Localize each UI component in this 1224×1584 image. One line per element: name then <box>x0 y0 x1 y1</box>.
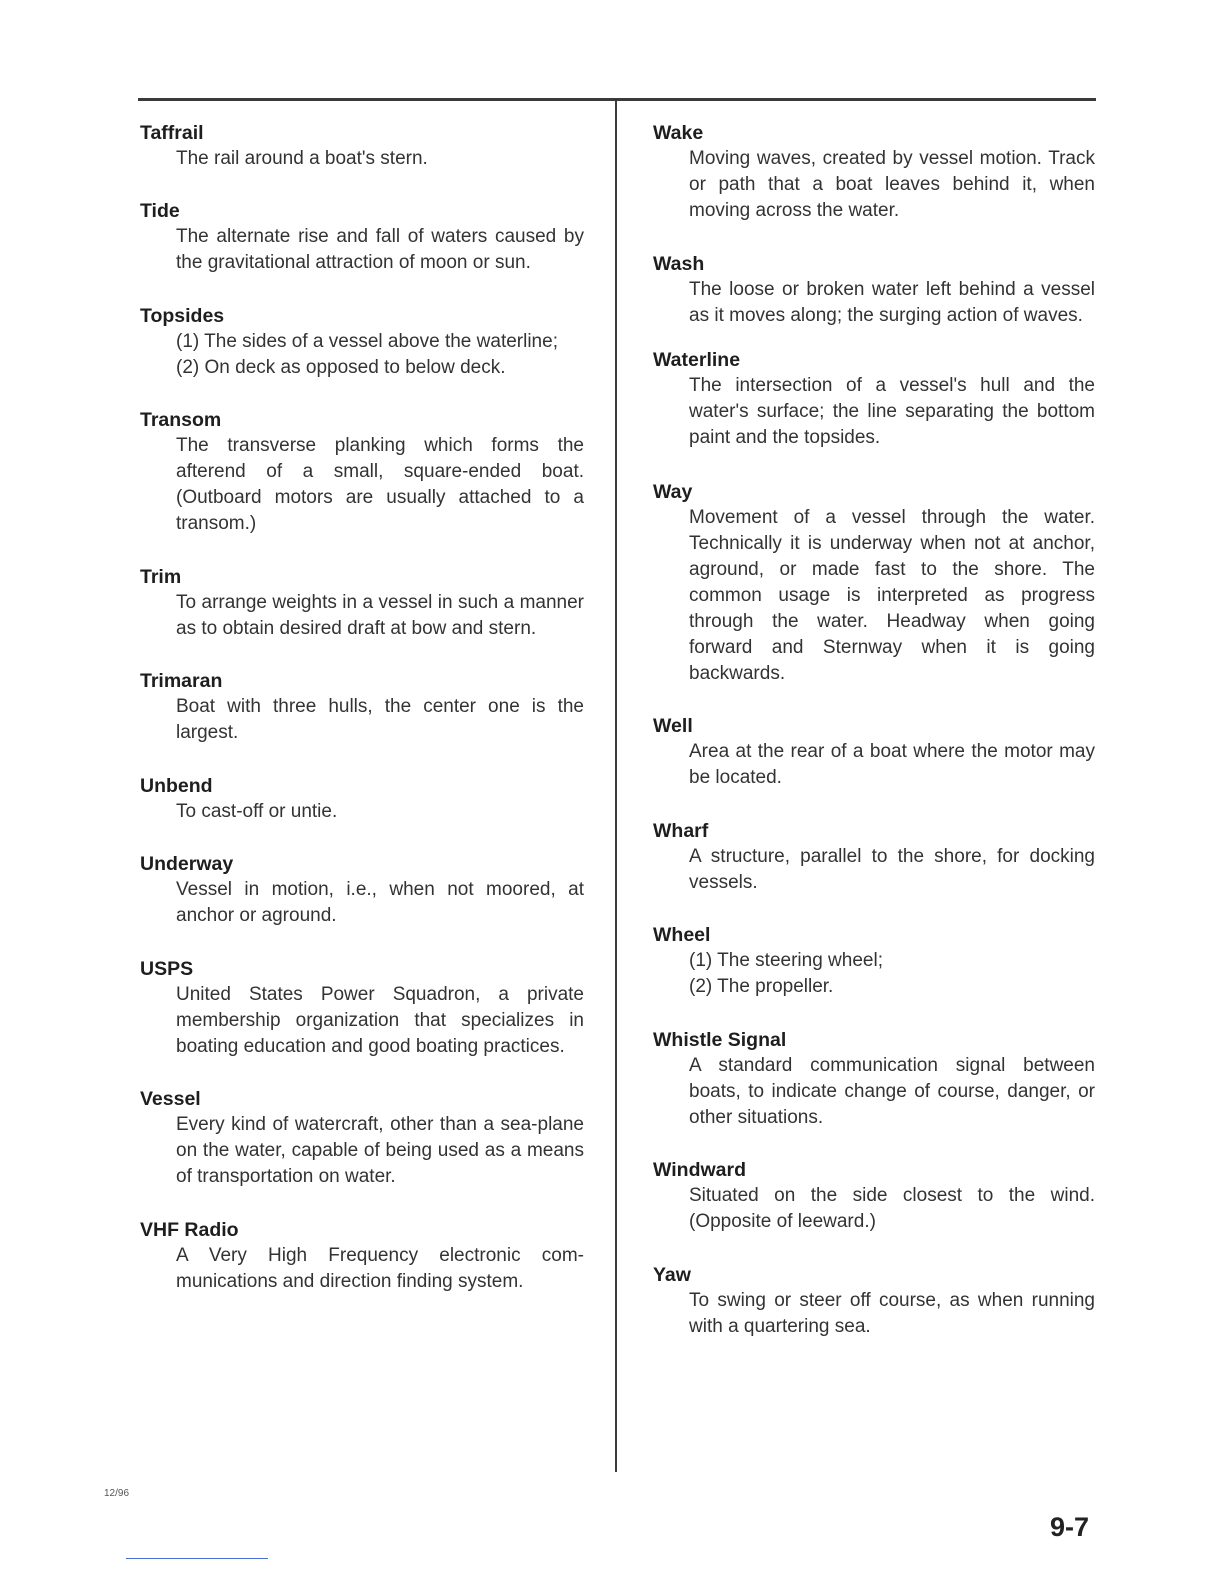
glossary-entry <box>653 1262 1095 1340</box>
glossary-entry <box>140 303 584 381</box>
glossary-entry <box>653 922 1095 1000</box>
glossary-entry <box>140 1217 584 1295</box>
glossary-term: Well <box>653 715 693 737</box>
glossary-term: Vessel <box>140 1088 201 1110</box>
glossary-definition-item: (2) The propeller. <box>689 976 834 997</box>
glossary-term: Waterline <box>653 349 741 371</box>
glossary-definition-item: (1) The steering wheel; <box>689 950 883 971</box>
glossary-term: Way <box>653 481 693 503</box>
glossary-entry <box>653 1027 1095 1131</box>
glossary-term: Underway <box>140 853 234 875</box>
glossary-definition: Area at the rear of a boat where the motor may be located. <box>689 741 1095 788</box>
glossary-term: Wheel <box>653 924 711 946</box>
glossary-term: Wharf <box>653 820 709 842</box>
glossary-term: Whistle Signal <box>653 1029 787 1051</box>
glossary-definition: Movement of a vessel through the water. Technically it is underway when not at anchor, aground, or made fast to the shore. The common usage is interpreted as progress through the water. Headway when going forward and Sternway when it is going backwards. <box>689 507 1095 684</box>
glossary-entry <box>653 1157 1095 1235</box>
glossary-entry <box>140 407 584 537</box>
glossary-definition: The intersection of a vessel's hull and the water's surface; the line separating the bottom paint and the topsides. <box>689 375 1095 448</box>
glossary-term: Trimaran <box>140 670 223 692</box>
glossary-definition: Boat with three hulls, the center one is the largest. <box>176 696 584 743</box>
glossary-entry <box>653 347 1095 451</box>
right-column <box>653 120 1095 1340</box>
glossary-term: Taffrail <box>140 122 204 144</box>
glossary-entry <box>140 773 584 825</box>
glossary-definition: A Very High Frequency electronic com-munications and direction finding system. <box>176 1245 584 1292</box>
bottom-link-rule <box>126 1558 268 1559</box>
glossary-term: Unbend <box>140 775 213 797</box>
glossary-definition: To swing or steer off course, as when running with a quartering sea. <box>689 1290 1095 1337</box>
glossary-term: Topsides <box>140 305 225 327</box>
glossary-term: USPS <box>140 958 194 980</box>
glossary-term: Windward <box>653 1159 746 1181</box>
glossary-term: Trim <box>140 566 182 588</box>
glossary-definition: Every kind of watercraft, other than a sea-plane on the water, capable of being used as a means of transportation on water. <box>176 1114 584 1187</box>
glossary-entry <box>653 479 1095 687</box>
glossary-definition: The transverse planking which forms the afterend of a small, square-ended boat. (Outboard motors are usually attached to a transom.) <box>176 435 584 534</box>
glossary-entry <box>140 851 584 929</box>
glossary-definition: The rail around a boat's stern. <box>176 148 428 169</box>
glossary-entry <box>140 564 584 642</box>
glossary-definition: The alternate rise and fall of waters caused by the gravitational attraction of moon or sun. <box>176 226 584 273</box>
glossary-entry <box>140 956 584 1060</box>
glossary-term: Wake <box>653 122 704 144</box>
glossary-entry <box>653 120 1095 224</box>
glossary-definition: The loose or broken water left behind a vessel as it moves along; the surging action of waves. <box>689 279 1095 326</box>
glossary-term: Yaw <box>653 1264 691 1286</box>
glossary-entry <box>653 713 1095 791</box>
glossary-entry <box>140 120 584 172</box>
glossary-definition: A structure, parallel to the shore, for docking vessels. <box>689 846 1095 893</box>
glossary-entry <box>140 668 584 746</box>
top-rule <box>138 98 1096 101</box>
glossary-definition: Vessel in motion, i.e., when not moored, at anchor or aground. <box>176 879 584 926</box>
glossary-entry <box>140 198 584 276</box>
column-divider <box>615 100 617 1472</box>
glossary-entry <box>140 1086 584 1190</box>
left-column <box>140 120 584 1295</box>
glossary-term: Transom <box>140 409 222 431</box>
glossary-term: Tide <box>140 200 180 222</box>
glossary-entry <box>653 818 1095 896</box>
glossary-definition-item: (2) On deck as opposed to below deck. <box>176 357 506 378</box>
page-number: 9-7 <box>1050 1512 1090 1542</box>
glossary-definition: A standard communication signal between boats, to indicate change of course, danger, or other situations. <box>689 1055 1095 1128</box>
glossary-definition: To arrange weights in a vessel in such a manner as to obtain desired draft at bow and stern. <box>176 592 584 639</box>
glossary-term: VHF Radio <box>140 1219 239 1241</box>
glossary-entry <box>653 251 1095 329</box>
glossary-term: Wash <box>653 253 705 275</box>
glossary-definition: United States Power Squadron, a private membership organization that specializes in boating education and good boating practices. <box>176 984 584 1057</box>
glossary-definition-item: (1) The sides of a vessel above the waterline; <box>176 331 558 352</box>
glossary-definition: Situated on the side closest to the wind. (Opposite of leeward.) <box>689 1185 1095 1232</box>
glossary-definition: Moving waves, created by vessel motion. Track or path that a boat leaves behind it, when moving across the water. <box>689 148 1095 221</box>
glossary-definition: To cast-off or untie. <box>176 801 338 822</box>
footer-date: 12/96 <box>104 1488 130 1499</box>
